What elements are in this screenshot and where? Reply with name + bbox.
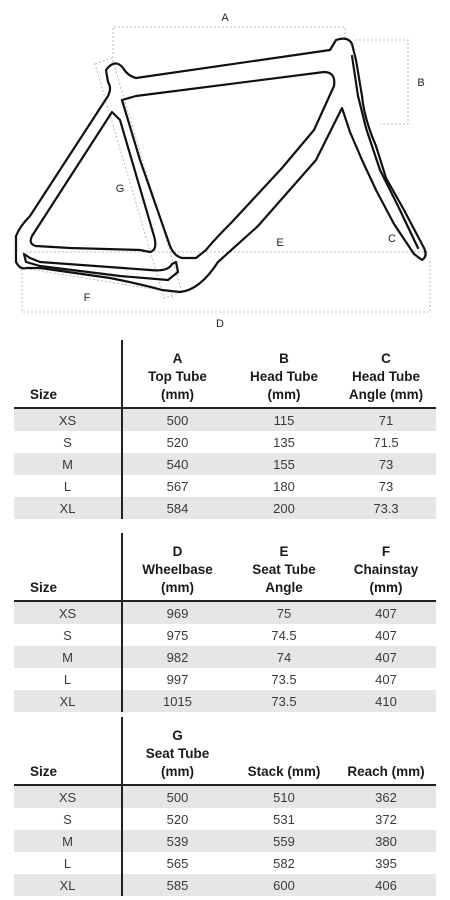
size-header: Size: [14, 340, 122, 408]
size-cell: S: [14, 808, 122, 830]
size-cell: S: [14, 431, 122, 453]
dimension-lines: [22, 27, 430, 312]
geometry-table-1: [14, 340, 436, 519]
value-cell: 1015: [122, 690, 232, 712]
value-cell: 74: [232, 646, 336, 668]
value-cell: 969: [122, 601, 232, 624]
value-cell: 155: [232, 453, 336, 475]
size-cell: XL: [14, 497, 122, 519]
value-cell: 585: [122, 874, 232, 896]
value-cell: 73.5: [232, 690, 336, 712]
value-cell: 510: [232, 785, 336, 808]
table-row: [14, 646, 436, 668]
table-row: [14, 874, 436, 896]
column-header: Stack (mm): [247, 764, 321, 779]
size-cell: XS: [14, 408, 122, 431]
value-cell: 75: [232, 601, 336, 624]
column-header: E Seat Tube Angle: [252, 544, 316, 595]
table-row: [14, 497, 436, 519]
column-header: Reach (mm): [347, 764, 425, 779]
table-row: [14, 601, 436, 624]
value-cell: 584: [122, 497, 232, 519]
value-cell: 407: [375, 627, 397, 643]
size-cell: XL: [14, 874, 122, 896]
value-cell: 71.5: [373, 434, 399, 450]
size-cell: M: [14, 453, 122, 475]
size-cell: L: [14, 668, 122, 690]
column-header: F Chainstay (mm): [353, 544, 419, 595]
table-header-row: [14, 717, 436, 785]
size-cell: M: [14, 646, 122, 668]
size-cell: M: [14, 830, 122, 852]
value-cell: 520: [166, 811, 189, 827]
value-cell: 567: [166, 478, 189, 494]
column-header: B Head Tube (mm): [249, 351, 318, 402]
table-body: [14, 601, 436, 712]
value-cell: 380: [336, 830, 436, 852]
value-cell: 997: [166, 671, 189, 687]
value-cell: 410: [336, 690, 436, 712]
value-cell: 500: [122, 785, 232, 808]
value-cell: 74.5: [271, 627, 297, 643]
table-row: [14, 690, 436, 712]
table-body: [14, 408, 436, 519]
value-cell: 982: [122, 646, 232, 668]
size-cell: XS: [14, 785, 122, 808]
frame-outline: [16, 39, 426, 292]
size-cell: L: [14, 475, 122, 497]
label-c: C: [388, 233, 396, 245]
table-body: [14, 785, 436, 896]
label-d: D: [216, 318, 224, 330]
value-cell: 73: [378, 478, 394, 494]
value-cell: 135: [273, 434, 295, 450]
value-cell: 582: [273, 855, 295, 871]
value-cell: 975: [166, 627, 189, 643]
value-cell: 73: [336, 453, 436, 475]
label-b: B: [417, 77, 425, 89]
table-row: [14, 668, 436, 690]
label-a: A: [221, 12, 229, 24]
value-cell: 73.3: [336, 497, 436, 519]
table-row: [14, 408, 436, 431]
value-cell: 531: [273, 811, 295, 827]
value-cell: 362: [336, 785, 436, 808]
table-row: [14, 453, 436, 475]
size-cell: XL: [14, 690, 122, 712]
size-header: Size: [14, 533, 122, 601]
value-cell: 180: [273, 478, 295, 494]
value-cell: 71: [336, 408, 436, 431]
value-cell: 372: [375, 811, 397, 827]
size-cell: XS: [14, 601, 122, 624]
label-e: E: [276, 237, 284, 249]
value-cell: 500: [122, 408, 232, 431]
table-row: [14, 852, 436, 874]
table-row: [14, 624, 436, 646]
value-cell: 115: [232, 408, 336, 431]
value-cell: 407: [336, 601, 436, 624]
value-cell: 539: [122, 830, 232, 852]
value-cell: 600: [232, 874, 336, 896]
size-header: Size: [14, 717, 122, 785]
value-cell: 73.5: [271, 671, 297, 687]
table-row: [14, 475, 436, 497]
value-cell: 200: [232, 497, 336, 519]
geometry-table-2: [14, 533, 436, 712]
value-cell: 395: [375, 855, 397, 871]
geometry-table-3: [14, 717, 436, 896]
value-cell: 540: [122, 453, 232, 475]
bike-frame-diagram: [0, 0, 450, 335]
label-f: F: [83, 292, 91, 304]
value-cell: 520: [166, 434, 189, 450]
label-g: G: [115, 183, 125, 195]
value-cell: 407: [375, 671, 397, 687]
table-header-row: [14, 340, 436, 408]
table-row: [14, 808, 436, 830]
value-cell: 407: [336, 646, 436, 668]
column-header: G Seat Tube (mm): [145, 728, 210, 779]
column-header: D Wheelbase (mm): [142, 544, 213, 595]
table-header-row: [14, 533, 436, 601]
size-cell: S: [14, 624, 122, 646]
value-cell: 565: [166, 855, 189, 871]
table-row: [14, 830, 436, 852]
column-header: C Head Tube Angle (mm): [348, 351, 424, 402]
value-cell: 406: [336, 874, 436, 896]
table-row: [14, 431, 436, 453]
value-cell: 559: [232, 830, 336, 852]
size-cell: L: [14, 852, 122, 874]
column-header: A Top Tube (mm): [148, 351, 207, 402]
table-row: [14, 785, 436, 808]
